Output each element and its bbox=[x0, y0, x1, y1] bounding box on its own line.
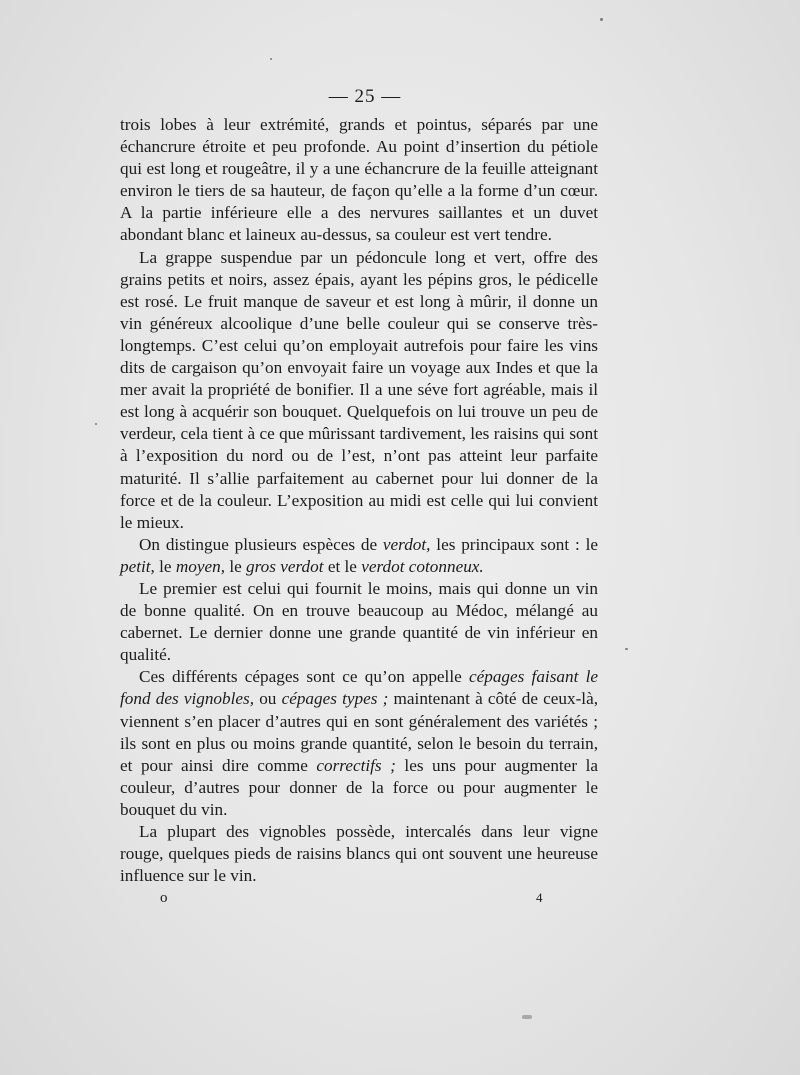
paper-speck bbox=[270, 58, 272, 60]
italic-term: cépages faisant le fond des vignobles, bbox=[120, 667, 598, 709]
paper-speck bbox=[95, 423, 97, 425]
paragraph-4 bbox=[120, 578, 598, 666]
paragraph-5 bbox=[120, 666, 598, 821]
text-run: le bbox=[154, 556, 176, 576]
italic-term: verdot, bbox=[382, 534, 431, 554]
text-run: ou bbox=[254, 689, 282, 709]
text-run: Ces différents cépages sont ce qu’on appelle bbox=[139, 667, 469, 687]
italic-term: correctifs ; bbox=[316, 755, 396, 775]
italic-term: verdot cotonneux. bbox=[361, 556, 484, 576]
italic-term: gros verdot bbox=[246, 556, 324, 576]
italic-term: cépages types ; bbox=[281, 689, 389, 709]
body-text bbox=[120, 114, 598, 887]
italic-term: moyen, bbox=[175, 556, 226, 576]
paper-speck bbox=[600, 18, 603, 21]
text-run: les principaux sont : le bbox=[430, 534, 598, 554]
page-number: — 25 — bbox=[328, 86, 402, 107]
text-run: La grappe suspendue par un pédoncule long et vert, offre des grains petits et noirs, assez épais, ayant les pépins gros, le pédicelle est rosé. Le fruit manque de saveur et est long à mûrir, il donne un vin généreux alcoolique d’une belle couleur qui se conserve très-longtemps. C’est celui qu’on employait autrefois pour faire les vins dits de cargaison qu’on envoyait faire un voyage aux Indes et que la mer avait la propriété de bonifier. Il a une séve fort agréable, mais il est long à acquérir son bouquet. Quelquefois on lui trouve un peu de verdeur, cela tient à ce que mûrissant tardivement, les raisins qui sont à l’exposition du nord ou de l’est, n’ont pas atteint leur parfaite maturité. Il s’allie parfaitement au cabernet pour lui donner de la force et de la couleur. L’exposition au midi est celle qui lui convient le mieux. bbox=[120, 247, 598, 532]
paragraph-3 bbox=[120, 534, 598, 578]
text-run: trois lobes à leur extrémité, grands et pointus, séparés par une échancrure étroite et peu profonde. Au point d’insertion du pétiole qui est long et rougeâtre, il y a une échancrure de la feuille atteignant environ le tiers de sa hauteur, de façon qu’elle a la forme d’un cœur. A la partie inférieure elle a des nervures saillantes et un duvet abondant blanc et laineux au-dessus, sa couleur est vert tendre. bbox=[120, 115, 598, 245]
text-run: le bbox=[225, 556, 247, 576]
text-run: maintenant à côté de ceux-là, viennent s’en placer d’autres qui en sont généralement des variétés ; ils sont en plus ou moins grande quantité, selon le besoin du terrain, et pour ainsi dire comme bbox=[120, 689, 598, 775]
text-run: Le premier est celui qui fournit le moins, mais qui donne un vin de bonne qualité. On en trouve beaucoup au Médoc, mélangé au cabernet. Le dernier donne une grande quantité de vin inférieur en qualité. bbox=[120, 578, 598, 665]
text-run: La plupart des vignobles possède, intercalés dans leur vigne rouge, quelques pieds de raisins blancs qui ont souvent une heureuse influence sur le vin. bbox=[120, 822, 598, 886]
text-run: les uns pour augmenter la couleur, d’autres pour donner de la force ou pour augmenter le bouquet du vin. bbox=[120, 755, 598, 819]
paper-speck bbox=[625, 648, 628, 650]
text-run: et le bbox=[323, 556, 362, 576]
paragraph-2 bbox=[120, 247, 598, 534]
paragraph-1 bbox=[120, 114, 598, 247]
signature-mark-right: 4 bbox=[536, 890, 543, 905]
signature-mark-left: o bbox=[160, 890, 168, 906]
paragraph-6 bbox=[120, 821, 598, 887]
paper-speck bbox=[522, 1015, 532, 1019]
text-run: On distingue plusieurs espèces de bbox=[139, 534, 383, 554]
italic-term: petit, bbox=[120, 556, 155, 576]
